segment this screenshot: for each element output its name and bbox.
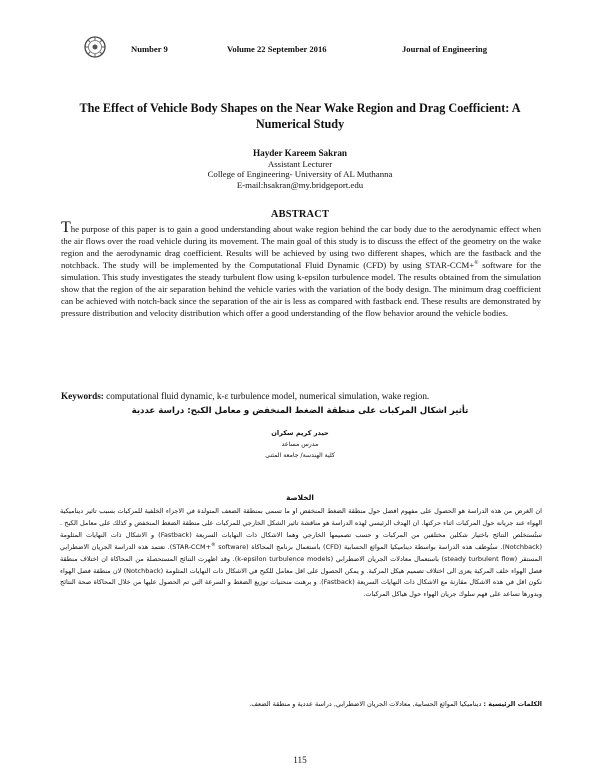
- page-number: 115: [293, 755, 307, 765]
- paper-title: The Effect of Vehicle Body Shapes on the Near Wake Region and Drag Coefficient: A Numerical Study: [79, 101, 521, 131]
- keywords-label: Keywords:: [61, 391, 104, 401]
- journal-name: Journal of Engineering: [402, 44, 487, 54]
- author-affiliation: College of Engineering- University of AL Muthanna: [207, 169, 393, 180]
- abstract-part-1: he purpose of this paper is to gain a good understanding about wake region behind the car body due to the aerodynamic effect when the air flows over the road vehicle during its movement. The main goal of this study is to discuss the effect of the geometry on the wake region and the aerodynamic drag coefficient. Results will be achieved by using two different shapes, which are the fastback and the notchback. The study will be implemented by the Computational Fluid Dynamic (CFD) by using STAR-CCM+: [61, 224, 541, 270]
- arabic-author-position: مدرس مساعد: [281, 441, 319, 448]
- arabic-author-name: حيدر كريم سكران: [271, 429, 329, 437]
- arabic-abstract-part-2: software). تعتمد هذه الدراسة الجريان الاضطرابي المستقر (steady turbulent flow) باستعمال معادلات الجريان الاضطرابي (k-epsilon turbulence models). وقد اظهرت النتائج المستحصلة من المحاكاة ان اختلاف منطقة فصل الهواء خلف المركبة يعزى الى اختلاف تصميم هيكل المركبة. و يمكن الحصول على اقل معامل للكبح في الاشكال ذات النهايات المثلومة (Notchback) لان منطقة فصل الهواء تكون اقل في هذه الاشكال مقارنة مع الاشكال ذات النهايات السريعة (Fastback). و برهنت منحنيات توزيع الضغط و السرعة التي تم الحصول عليها من خلال المحاكاة صحة النتائج وبدورها تساعد على فهم سلوك جريان الهواء حول هياكل المركبات.: [60, 542, 543, 599]
- arabic-title: تأثير اشكال المركبات على منطقة الضغط المنخفض و معامل الكبح: دراسة عددية: [131, 406, 469, 416]
- volume-date: Volume 22 September 2016: [227, 44, 327, 54]
- keywords-text: computational fluid dynamic, k-ε turbulence model, numerical simulation, wake region.: [103, 391, 430, 401]
- author-block: [60, 148, 540, 190]
- arabic-keywords-line: [60, 700, 542, 708]
- arabic-keywords-text: ديناميكيا الموائع الحسابية, معادلات الجريان الاضطرابي, دراسة عددية و منطقة الضعف.: [249, 700, 484, 708]
- abstract-part-2: software for the simulation. This study investigates the steady turbulent flow using k-epsilon turbulence model. The results obtained from the simulation show that the region of the air separation behind the vehicle varies with the variation of the body design. The minimum drag coefficient can be achieved with notch-back since the separation of the air is less as compared with fastback end. These results are demonstrated by pressure distribution and velocity distribution which offer a good understanding of the flow behavior around the vehicle bodies.: [61, 259, 541, 318]
- author-email: E-mail:hsakran@my.bridgeport.edu: [236, 179, 364, 190]
- arabic-author-affiliation: كلية الهندسة/ جامعة المثنى: [265, 452, 335, 459]
- keywords-line: [61, 391, 541, 401]
- arabic-abstract-part-1: ان الغرض من هذه الدراسة هو الحصول على مفهوم افضل حول منطقة الضغط المنخفض او ما تسمى بمنطقة الضعف المتولدة في الاجزاء الخلفية للمركبات بسبب تاثير ديناميكية الهواء عند جريانه حول المركبات اثناء حركتها. ان الهدف الرئيسي لهذه الدراسة هو مناقشة تاثير الشكل الخارجي للمركبات على منطقة الضغط المنخفض و كذلك على معامل الكبح . ستُستخلص النتائج باختيار شكلين مختلفين من المركبات و حسب تصميمها الخارجي وهما الاشكال ذات النهايات السريعة (Fastback) و الاشكال ذات النهايات المثلومة (Notchback). ستُوظف هذه الدراسة بواسطة ديناميكيا الموائع الحسابية (CFD) باستعمال برنامج المحاكاة (STAR-CCM+: [60, 507, 542, 551]
- drop-cap: T: [61, 219, 71, 236]
- arabic-abstract-text: [60, 506, 542, 601]
- arabic-registered-mark: ®: [211, 542, 216, 548]
- arabic-author-block: [60, 428, 540, 461]
- registered-mark: ®: [474, 259, 479, 266]
- arabic-abstract-heading: الخلاصة: [286, 493, 314, 502]
- abstract-heading: ABSTRACT: [270, 209, 330, 220]
- author-name: Hayder Kareem Sakran: [252, 148, 348, 158]
- issue-number: Number 9: [131, 44, 168, 54]
- arabic-keywords-label: الكلمات الرئيسية :: [483, 700, 542, 708]
- author-position: Assistant Lecturer: [267, 158, 333, 169]
- abstract-text: [61, 219, 541, 320]
- running-header: [0, 44, 600, 58]
